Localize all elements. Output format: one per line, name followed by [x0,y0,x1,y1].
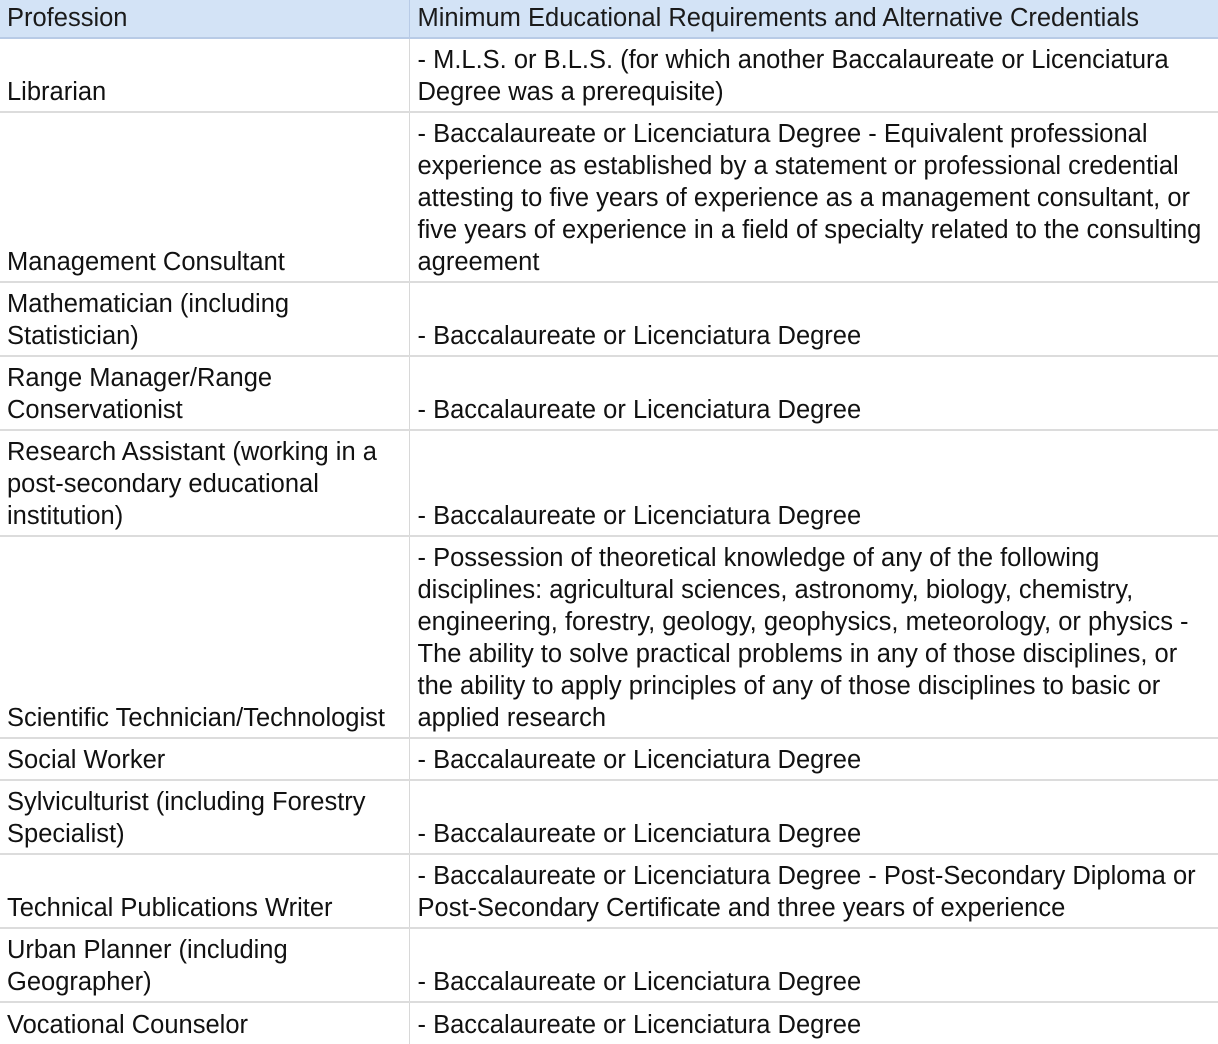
requirements-cell[interactable]: - Baccalaureate or Licenciatura Degree [409,780,1218,854]
table-row [0,112,1218,282]
table-row [0,356,1218,430]
requirements-cell[interactable]: - Baccalaureate or Licenciatura Degree [409,356,1218,430]
profession-cell[interactable]: Vocational Counselor [0,1002,409,1044]
requirements-cell[interactable]: - Baccalaureate or Licenciatura Degree - Post-Secondary Diploma or Post-Secondary Certificate and three years of experience [409,854,1218,928]
profession-cell[interactable]: Mathematician (including Statistician) [0,282,409,356]
requirements-cell[interactable]: - Baccalaureate or Licenciatura Degree - Equivalent professional experience as established by a statement or professional credential attesting to five years of experience as a management consultant, or five years of experience in a field of specialty related to the consulting agreement [409,112,1218,282]
table-row [0,536,1218,738]
table-row [0,282,1218,356]
column-header-requirements[interactable]: Minimum Educational Requirements and Alternative Credentials [409,0,1218,38]
profession-cell[interactable]: Sylviculturist (including Forestry Specialist) [0,780,409,854]
profession-cell[interactable]: Scientific Technician/Technologist [0,536,409,738]
column-header-profession[interactable]: Profession [0,0,409,38]
profession-cell[interactable]: Range Manager/Range Conservationist [0,356,409,430]
profession-cell[interactable]: Technical Publications Writer [0,854,409,928]
profession-cell[interactable]: Librarian [0,38,409,112]
profession-cell[interactable]: Management Consultant [0,112,409,282]
requirements-cell[interactable]: - M.L.S. or B.L.S. (for which another Baccalaureate or Licenciatura Degree was a prerequisite) [409,38,1218,112]
header-row [0,0,1218,38]
requirements-cell[interactable]: - Baccalaureate or Licenciatura Degree [409,738,1218,780]
requirements-cell[interactable]: - Baccalaureate or Licenciatura Degree [409,1002,1218,1044]
table-row [0,928,1218,1002]
table-row [0,430,1218,536]
profession-cell[interactable]: Research Assistant (working in a post-secondary educational institution) [0,430,409,536]
table-row [0,738,1218,780]
table-row [0,38,1218,112]
table-row [0,1002,1218,1044]
requirements-cell[interactable]: - Baccalaureate or Licenciatura Degree [409,282,1218,356]
profession-cell[interactable]: Social Worker [0,738,409,780]
requirements-cell[interactable]: - Baccalaureate or Licenciatura Degree [409,928,1218,1002]
table-row [0,854,1218,928]
requirements-cell[interactable]: - Possession of theoretical knowledge of any of the following disciplines: agricultural sciences, astronomy, biology, chemistry, engineering, forestry, geology, geophysics, meteorology, or physics - The ability to solve practical problems in any of those disciplines, or the ability to apply principles of any of those disciplines to basic or applied research [409,536,1218,738]
profession-cell[interactable]: Urban Planner (including Geographer) [0,928,409,1002]
table-row [0,780,1218,854]
requirements-cell[interactable]: - Baccalaureate or Licenciatura Degree [409,430,1218,536]
